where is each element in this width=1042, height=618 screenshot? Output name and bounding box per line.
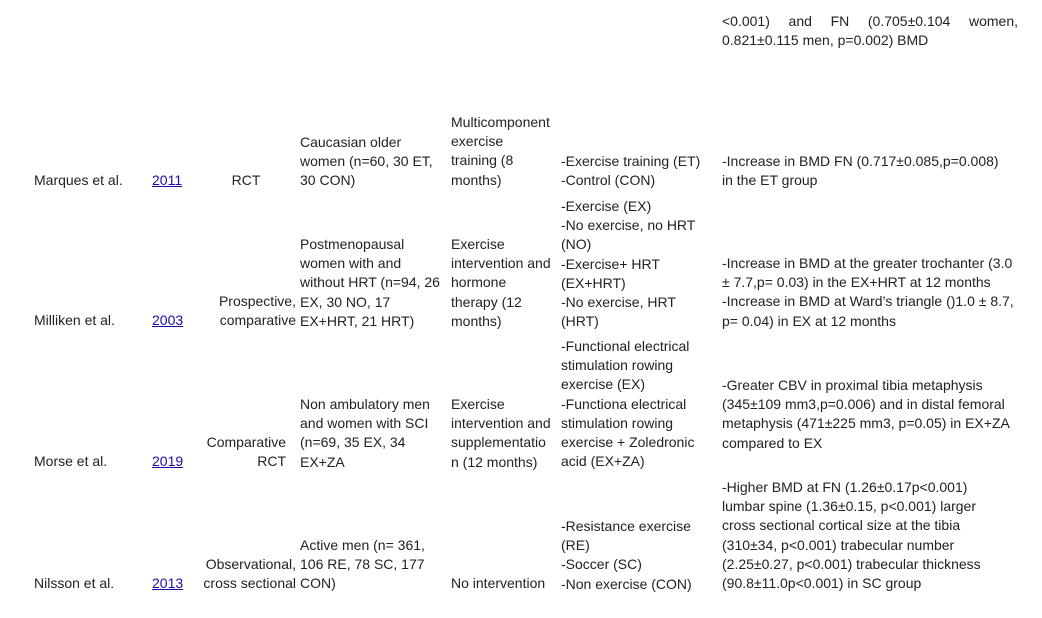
design-cell: Prospective, comparative: [218, 293, 296, 329]
groups-cell: -Exercise (EX) -No exercise, no HRT (NO) -Exercise+ HRT (EX+HRT) -No exercise, HRT (HRT): [561, 198, 696, 330]
continuation-line: <0.001) and FN (0.705±0.104 women,: [722, 13, 1018, 29]
author-cell: Morse et al.: [34, 453, 108, 469]
intervention-cell: Exercise intervention and hormone therapy (12 months): [451, 236, 551, 329]
year-link[interactable]: 2011: [152, 172, 183, 188]
year-link[interactable]: 2013: [152, 575, 184, 591]
groups-cell: -Exercise training (ET) -Control (CON): [561, 153, 701, 189]
population-cell: Caucasian older women (n=60, 30 ET, 30 CON): [300, 134, 433, 189]
population-cell: Active men (n= 361, 106 RE, 78 SC, 177 CON): [300, 537, 425, 592]
groups-cell: -Functional electrical stimulation rowing exercise (EX) -Functiona electrical stimulation rowing exercise + Zoledronic acid (EX+ZA): [561, 338, 695, 470]
year-link[interactable]: 2003: [152, 312, 184, 328]
design-cell: RCT: [231, 172, 261, 188]
results-cell: -Higher BMD at FN (1.26±0.17p<0.001) lumbar spine (1.36±0.15, p<0.001) larger cross sectional cortical size at the tibia (310±34, p<0.001) trabecular number (2.25±0.27, p<0.001) trabecular thickness (90.8±11.0p<0.001) in SC group: [722, 479, 981, 592]
author-cell: Nilsson et al.: [34, 575, 115, 591]
results-cell: -Greater CBV in proximal tibia metaphysis (345±109 mm3,p=0.006) and in distal femoral metaphysis (471±225 mm3, p=0.05) in EX+ZA compared to EX: [722, 377, 1010, 451]
design-cell: Comparative RCT: [206, 434, 286, 470]
year-link[interactable]: 2019: [152, 453, 184, 469]
continuation-results-text: [722, 12, 1018, 50]
author-cell: Milliken et al.: [34, 312, 115, 328]
design-cell: Observational, cross sectional: [203, 556, 296, 592]
author-cell: Marques et al.: [34, 172, 123, 188]
results-cell: -Increase in BMD at the greater trochanter (3.0 ± 7.7,p= 0.03) in the EX+HRT at 12 months -Increase in BMD at Ward’s triangle ()1.0 ± 8.7, p= 0.04) in EX at 12 months: [722, 255, 1014, 329]
intervention-cell: No intervention: [451, 575, 546, 591]
intervention-cell: Exercise intervention and supplementatio n (12 months): [451, 396, 551, 470]
intervention-cell: Multicomponent exercise training (8 months): [451, 114, 550, 188]
groups-cell: -Resistance exercise (RE) -Soccer (SC) -Non exercise (CON): [561, 518, 692, 592]
results-cell: -Increase in BMD FN (0.717±0.085,p=0.008) in the ET group: [722, 153, 999, 189]
population-cell: Postmenopausal women with and without HRT (n=94, 26 EX, 30 NO, 17 EX+HRT, 21 HRT): [300, 236, 440, 329]
population-cell: Non ambulatory men and women with SCI (n=69, 35 EX, 34 EX+ZA: [300, 396, 430, 470]
continuation-line: 0.821±0.115 men, p=0.002) BMD: [722, 32, 929, 49]
